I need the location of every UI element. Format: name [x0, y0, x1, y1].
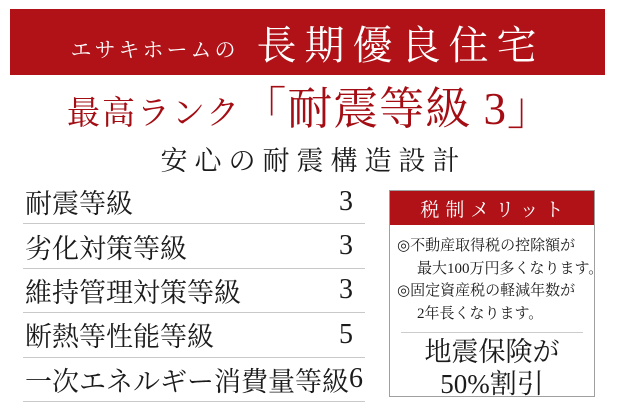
spec-label: 一次エネルギー消費量等級 [25, 366, 349, 397]
tax-benefit-box [389, 190, 604, 399]
spec-value: 3 [339, 185, 353, 217]
benefit-text: ◎不動産取得税の控除額が [397, 238, 576, 254]
headline-emphasis: 「耐震等級 3」 [241, 84, 554, 134]
tax-box-header: 税制メリット [390, 191, 594, 225]
table-row [23, 269, 365, 313]
table-row [23, 180, 365, 224]
insurance-line: 地震保険が [424, 337, 560, 367]
benefit-text: 2年長くなります。 [417, 305, 544, 322]
headline [0, 80, 620, 138]
subheadline: 安心の耐震構造設計 [160, 146, 467, 176]
spec-table [23, 180, 365, 402]
brand-name: エサキホームの [70, 38, 239, 62]
table-row [23, 313, 365, 357]
benefit-item [397, 280, 589, 325]
brand-banner [10, 9, 605, 75]
spec-value: 5 [339, 318, 353, 350]
table-row [23, 358, 365, 402]
insurance-highlight [390, 336, 594, 400]
spec-label: 維持管理対策等級 [25, 277, 241, 308]
benefit-text: ◎固定資産税の軽減年数が [397, 283, 576, 299]
benefit-text: 最大100万円多くなります。 [417, 260, 604, 277]
benefit-item [397, 235, 604, 280]
spec-value: 3 [339, 230, 353, 262]
spec-label: 耐震等級 [25, 189, 133, 220]
headline-prefix: 最高ランク [66, 96, 242, 132]
spec-value: 6 [349, 363, 363, 395]
spec-label: 断熱等性能等級 [25, 322, 214, 353]
spec-value: 3 [339, 274, 353, 306]
table-row [23, 224, 365, 268]
tax-benefit-list [390, 225, 604, 325]
banner-title: 長期優良住宅 [256, 22, 545, 68]
insurance-line: 50%割引 [440, 369, 544, 399]
spec-label: 劣化対策等級 [25, 233, 187, 264]
divider [401, 332, 583, 333]
